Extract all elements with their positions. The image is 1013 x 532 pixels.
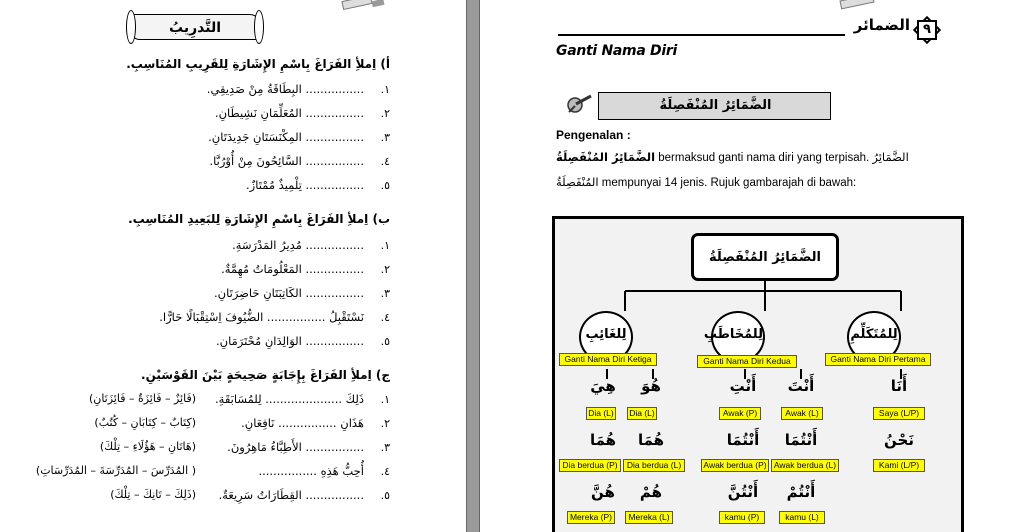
pronoun: هُمْ bbox=[639, 483, 663, 501]
meaning-label: Awak berdua (L) bbox=[771, 459, 839, 472]
pronoun: هُنَّ bbox=[591, 483, 615, 501]
item-number: ٣. bbox=[380, 441, 390, 454]
meaning-label: Awak (P) bbox=[719, 407, 761, 420]
pronoun: هِيَ bbox=[590, 377, 616, 395]
meaning-label: Dia (L) bbox=[586, 407, 616, 420]
meaning-label: kamu (P) bbox=[719, 511, 765, 524]
pronoun: أَنْتَ bbox=[787, 377, 815, 395]
pronoun: أَنْتُمَا bbox=[726, 431, 760, 449]
branch-label-second: Ganti Nama Diri Kedua bbox=[697, 355, 797, 368]
meaning-label: Kami (L/P) bbox=[873, 459, 925, 472]
meaning-label: Awak berdua (P) bbox=[701, 459, 769, 472]
choice-options: (ذَلِكَ – تَانِكَ – تِلْكَ) bbox=[110, 488, 196, 501]
exercise-item: ................ المَعْلُومَاتُ مُهِمَّةٌ. bbox=[221, 262, 364, 276]
intro-text: mempunyai 14 jenis. Rujuk gambarajah di bawah: bbox=[598, 177, 857, 189]
page-number-badge bbox=[911, 14, 943, 46]
pronoun: نَحْنُ bbox=[884, 431, 914, 449]
diagram-root-node bbox=[691, 233, 839, 281]
header-rule bbox=[558, 34, 845, 36]
item-number: ٥. bbox=[380, 489, 390, 502]
exercise-item: نَسْتَقْبِلُ ................ الضُّيُوفَ اِسْتِقْبَالًا حَارًّا. bbox=[159, 310, 364, 324]
node-label: لِلغَائِبِ bbox=[585, 327, 627, 342]
intro-arabic-term: المُنْفَصِلَةُ bbox=[556, 175, 599, 189]
item-number: ٤. bbox=[380, 155, 390, 168]
pronoun: هُمَا bbox=[589, 431, 617, 449]
item-number: ٢. bbox=[380, 263, 390, 276]
exercise-item: أُحِبُّ هَذِهِ ................ bbox=[258, 464, 364, 478]
meaning-label: Dia berdua (L) bbox=[623, 459, 685, 472]
exercise-item: ................ تِلْمِيذٌ مُمْتَازٌ. bbox=[246, 178, 364, 192]
exercise-item: ................ السَّائِحُونَ مِنْ أُوْرُبَّا. bbox=[209, 154, 364, 168]
left-page bbox=[0, 0, 466, 532]
exercise-item: ................ مُدِيرُ المَدْرَسَةِ. bbox=[232, 238, 364, 252]
intro-line-2 bbox=[556, 175, 956, 189]
pronoun: أَنْتِ bbox=[729, 377, 757, 395]
item-number: ٤. bbox=[380, 311, 390, 324]
choice-options: (هَاتَانِ – هَؤُلَاءِ – تِلْكَ) bbox=[99, 440, 196, 453]
section-b-heading: ب) اِملأِ الفَرَاغَ بِاسْمِ الإِشَارَةِ لِلبَعِيدِ المُنَاسِبِ. bbox=[128, 212, 390, 226]
section-title-box bbox=[598, 92, 831, 120]
exercise-item: ................ البِطَاقَةُ مِنْ صَدِيقِي. bbox=[206, 82, 364, 96]
root-label: الضَّمَائِرُ المُنْفَصِلَةُ bbox=[709, 250, 821, 265]
meaning-label: kamu (L) bbox=[779, 511, 825, 524]
pen-decoration-icon bbox=[839, 0, 874, 9]
section-a-heading: أ) اِملأِ الفَرَاغَ بِاسْمِ الإِشَارَةِ لِلقَرِيبِ المُنَاسِبِ. bbox=[126, 57, 390, 71]
item-number: ٥. bbox=[380, 179, 390, 192]
item-number: ٢. bbox=[380, 107, 390, 120]
exercise-item: ................ المِكْنَسَتَانِ جَدِيدَتَانِ. bbox=[208, 130, 364, 144]
item-number: ١. bbox=[380, 239, 390, 252]
choice-options: (كِتَابٌ – كِتَابَانِ – كُتُبٌ) bbox=[94, 416, 196, 429]
item-number: ١. bbox=[380, 393, 390, 406]
exercise-item: ذَلِكَ ..................... لِلمُسَابَقَةِ. bbox=[215, 392, 364, 406]
choice-options: ( المُدَرِّسَ – المُدَرِّسَةَ – المُدَرِّسَاتِ) bbox=[35, 464, 196, 477]
exercise-banner bbox=[130, 10, 260, 44]
exercise-item: ................ المُعَلِّمَانِ نَشِيطَانِ. bbox=[214, 106, 364, 120]
item-number: ٢. bbox=[380, 417, 390, 430]
intro-label: Pengenalan : bbox=[556, 128, 631, 142]
pronoun-diagram bbox=[552, 216, 964, 532]
pencil-icon bbox=[566, 94, 592, 114]
meaning-label: Mereka (P) bbox=[567, 511, 615, 524]
exercise-item: ................ القِطَارَاتُ سَرِيعَةٌ. bbox=[218, 488, 364, 502]
choice-options: (فَائِزٌ – فَائِزَةٌ – فَائِزَتَانِ) bbox=[88, 392, 196, 405]
branch-label-first: Ganti Nama Diri Pertama bbox=[825, 353, 931, 366]
pen-tip-icon bbox=[372, 0, 385, 7]
meaning-label: Saya (L/P) bbox=[873, 407, 925, 420]
intro-text: bermaksud ganti nama diri yang terpisah. bbox=[655, 152, 873, 164]
node-label: لِلمُخَاطَبِ bbox=[703, 327, 763, 342]
pronoun: هُمَا bbox=[637, 431, 665, 449]
item-number: ٥. bbox=[380, 335, 390, 348]
node-label: لِلمُتَكَلِّمِ bbox=[850, 327, 898, 342]
page-gutter bbox=[466, 0, 480, 532]
pronoun: أَنْتُنَّ bbox=[727, 483, 759, 501]
meaning-label: Awak (L) bbox=[781, 407, 823, 420]
meaning-label: Dia (L) bbox=[627, 407, 657, 420]
item-number: ٤. bbox=[380, 465, 390, 478]
section-c-heading: ج) اِملأِ الفَرَاغَ بِإِجَابَةٍ صَحِيحَةٍ بَيْنَ القَوْسَيْنِ. bbox=[141, 368, 390, 382]
page-number: ٩ bbox=[923, 22, 931, 37]
pronoun: أَنْتُمْ bbox=[786, 483, 816, 501]
right-page bbox=[480, 0, 1013, 532]
meaning-label: Dia berdua (P) bbox=[559, 459, 621, 472]
intro-line-1 bbox=[556, 150, 956, 164]
pen-decoration-icon bbox=[341, 0, 372, 10]
branch-label-third: Ganti Nama Diri Ketiga bbox=[559, 353, 657, 366]
banner-title: التَّدرِيبُ bbox=[169, 20, 221, 36]
meaning-label: Mereka (L) bbox=[625, 511, 673, 524]
pronoun: أَنْتُمَا bbox=[784, 431, 818, 449]
intro-arabic-term: الضَّمَائِرُ bbox=[872, 150, 909, 164]
exercise-item: ................ الكَاتِبَتَانِ حَاضِرَتَانِ. bbox=[214, 286, 364, 300]
exercise-item: ................ الأَطِبَّاءُ مَاهِرُونَ. bbox=[227, 440, 364, 454]
exercise-item: ................ الوَالِدَانِ مُحْتَرَمَانِ. bbox=[216, 334, 364, 348]
exercise-item: هَذَانِ ................ نَافِعَانِ. bbox=[241, 416, 364, 430]
pronoun: هُوَ bbox=[641, 377, 661, 395]
item-number: ٣. bbox=[380, 131, 390, 144]
page-subtitle: Ganti Nama Diri bbox=[556, 43, 677, 59]
item-number: ٣. bbox=[380, 287, 390, 300]
pronoun: أَنَا bbox=[890, 377, 908, 395]
chapter-title: الضمائر bbox=[853, 16, 910, 34]
section-title: الضَّمَائِرُ المُنْفَصِلَةُ bbox=[659, 98, 772, 113]
item-number: ١. bbox=[380, 83, 390, 96]
intro-arabic-term: الضَّمَائِرُ المُنْفَصِلَةُ bbox=[556, 150, 656, 164]
